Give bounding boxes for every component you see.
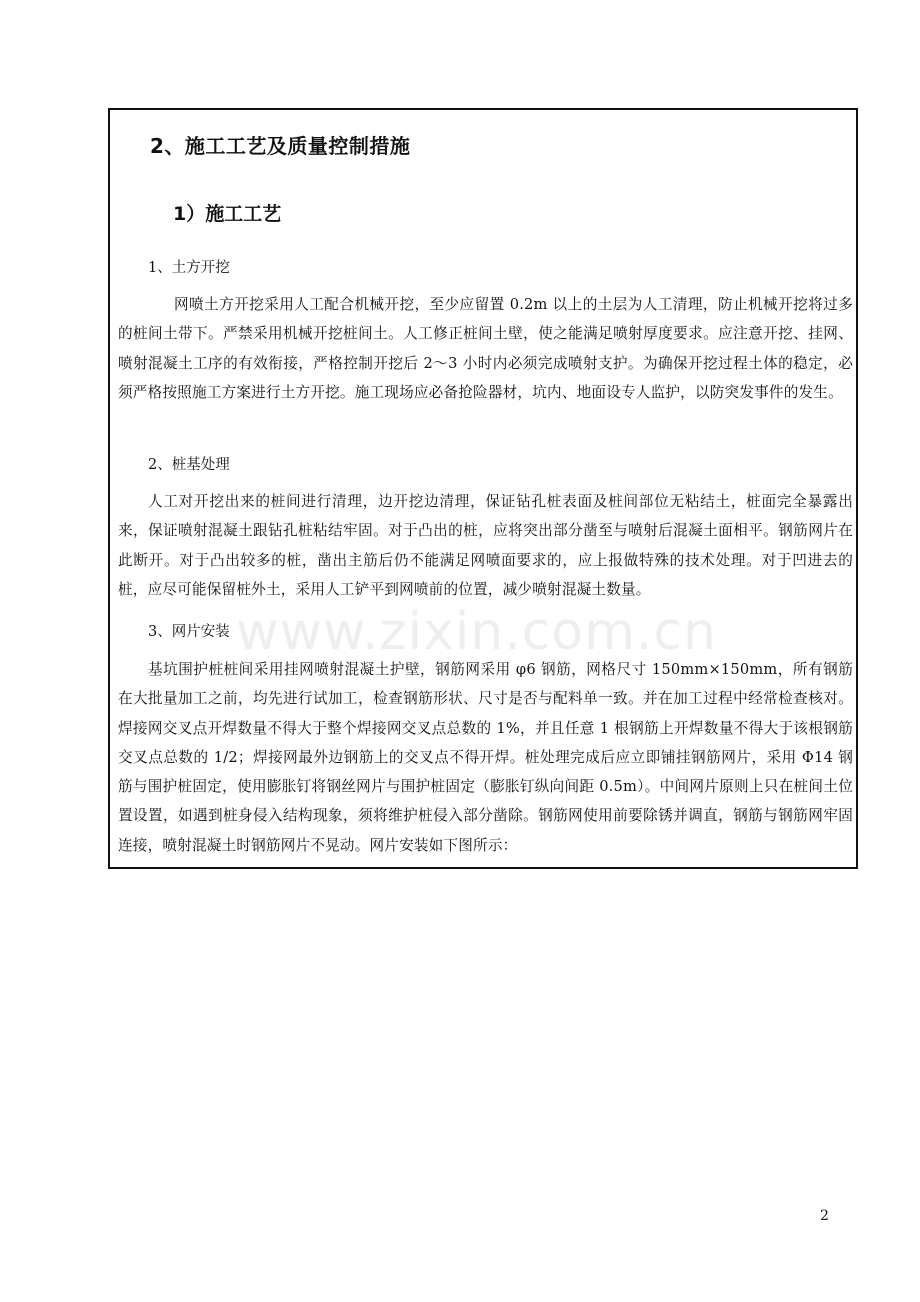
- watermark: www.zixin.com.cn: [236, 602, 717, 662]
- item-title-earthwork: 1、土方开挖: [148, 260, 230, 276]
- item-title-pile-treatment: 2、桩基处理: [148, 457, 230, 473]
- item-body-earthwork: 网喷土方开挖采用人工配合机械开挖，至少应留置 0.2m 以上的土层为人工清理，防止机械开挖将过多的桩间土带下。严禁采用机械开挖桩间土。人工修正桩间土壁，使之能满足喷射厚度要求。应注意开挖、挂网、喷射混凝土工序的有效衔接，严格控制开挖后 2～3 小时内必须完成喷射支护。为确保开挖过程土体的稳定，必须严格按照施工方案进行土方开挖。施工现场应必备抢险器材，坑内、地面设专人监护，以防突发事件的发生。: [118, 296, 853, 401]
- subsection-heading: 1）施工工艺: [173, 203, 282, 225]
- item-body-mesh-installation: 基坑围护桩桩间采用挂网喷射混凝土护壁，钢筋网采用 φ6 钢筋，网格尺寸 150mm×150mm，所有钢筋在大批量加工之前，均先进行试加工，检查钢筋形状、尺寸是否与配料单一致。并在加工过程中经常检查核对。焊接网交叉点开焊数量不得大于整个焊接网交叉点总数的 1%，并且任意 1 根钢筋上开焊数量不得大于该根钢筋交叉点总数的 1/2；焊接网最外边钢筋上的交叉点不得开焊。桩处理完成后应立即铺挂钢筋网片，采用 Φ14 钢筋与围护桩固定，使用膨胀钉将钢丝网片与围护桩固定（膨胀钉纵向间距 0.5m）。中间网片原则上只在桩间土位置设置，如遇到桩身侵入结构现象，须将维护桩侵入部分凿除。钢筋网使用前要除锈并调直，钢筋与钢筋网牢固连接，喷射混凝土时钢筋网片不晃动。网片安装如下图所示：: [118, 661, 853, 854]
- item-body-pile-treatment: 人工对开挖出来的桩间进行清理，边开挖边清理，保证钻孔桩表面及桩间部位无粘结土，桩面完全暴露出来，保证喷射混凝土跟钻孔桩粘结牢固。对于凸出的桩，应将突出部分凿至与喷射后混凝土面相平。钢筋网片在此断开。对于凸出较多的桩，凿出主筋后仍不能满足网喷面要求的，应上报做特殊的技术处理。对于凹进去的桩，应尽可能保留桩外土，采用人工铲平到网喷前的位置，减少喷射混凝土数量。: [118, 493, 853, 598]
- item-title-mesh-installation: 3、网片安装: [148, 624, 230, 640]
- page-number: 2: [820, 1208, 829, 1224]
- section-heading: 2、施工工艺及质量控制措施: [150, 134, 411, 158]
